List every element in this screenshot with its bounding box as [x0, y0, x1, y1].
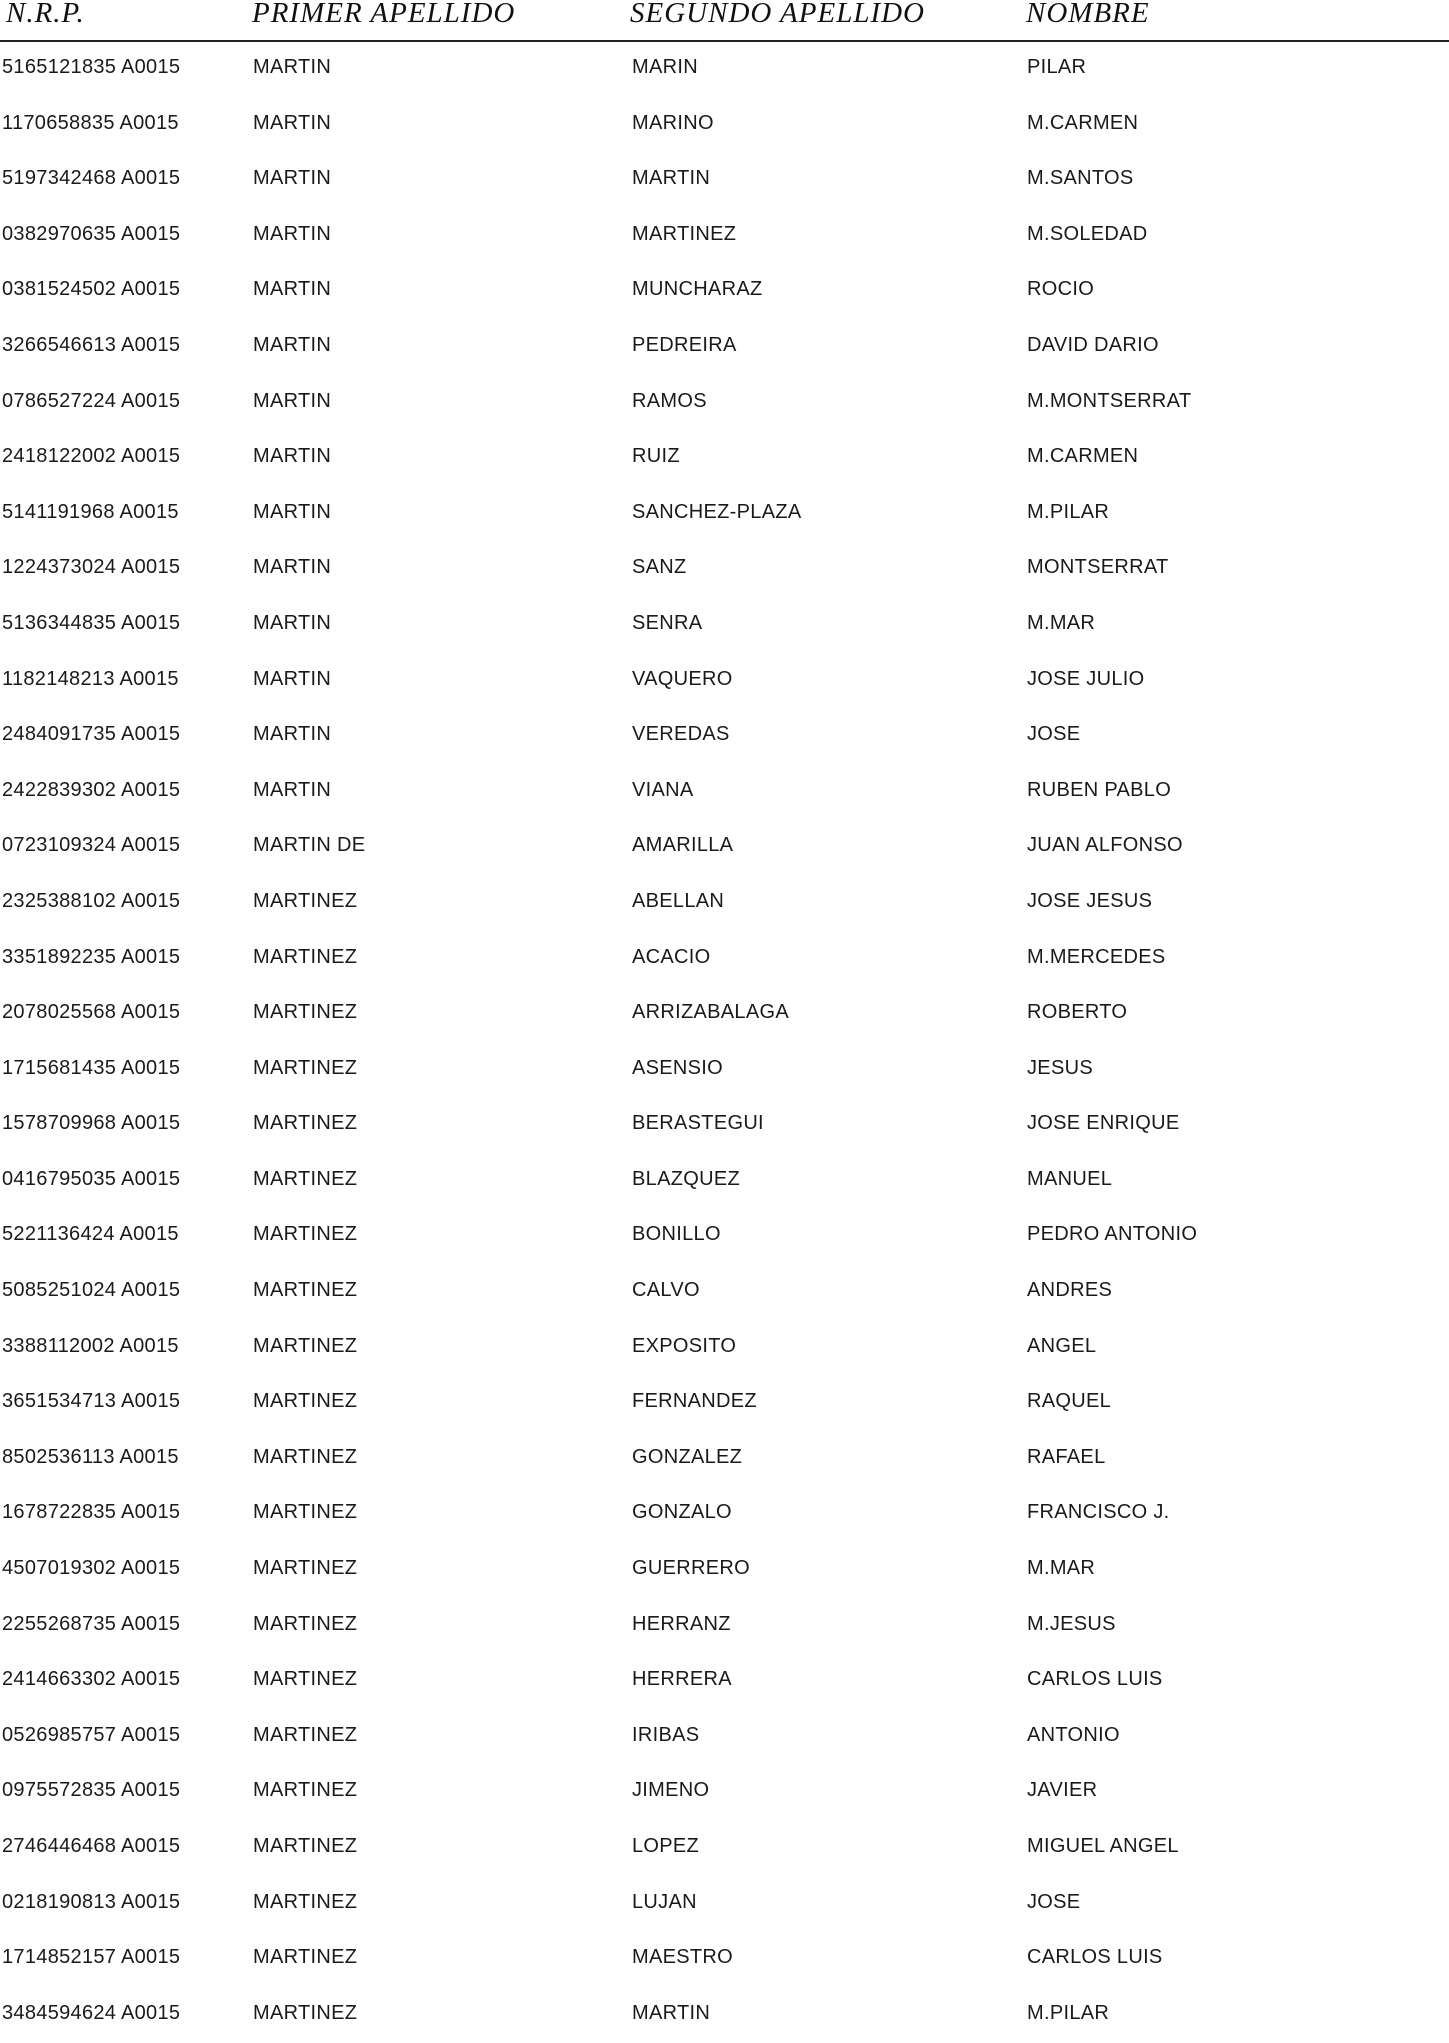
cell-primer-apellido: MARTINEZ	[253, 1167, 358, 1190]
cell-segundo-apellido: HERRANZ	[632, 1612, 731, 1635]
cell-primer-apellido: MARTINEZ	[253, 1112, 358, 1135]
cell-segundo-apellido: MUNCHARAZ	[632, 278, 763, 301]
table-row	[0, 1209, 1449, 1265]
cell-primer-apellido: MARTINEZ	[253, 1835, 358, 1857]
cell-nombre: RUBEN PABLO	[1027, 778, 1172, 801]
table-row	[0, 1321, 1449, 1377]
cell-segundo-apellido: MARTINEZ	[632, 222, 737, 245]
cell-segundo-apellido: BONILLO	[632, 1223, 721, 1246]
cell-nombre: JOSE JESUS	[1027, 889, 1153, 912]
cell-nombre: MONTSERRAT	[1027, 556, 1169, 579]
cell-segundo-apellido: GONZALO	[632, 1501, 732, 1524]
cell-primer-apellido: MARTINEZ	[253, 1390, 358, 1413]
cell-nrp: 3651534713 A0015	[2, 1390, 181, 1413]
table-row	[0, 1154, 1449, 1210]
table-row	[0, 1599, 1449, 1655]
cell-nombre: DAVID DARIO	[1027, 333, 1159, 356]
cell-nombre: M.MAR	[1027, 611, 1096, 634]
cell-segundo-apellido: VEREDAS	[632, 723, 730, 746]
table-row	[0, 654, 1449, 710]
table-row	[0, 709, 1449, 765]
cell-nrp: 2078025568 A0015	[2, 1001, 181, 1024]
column-header-nombre: NOMBRE	[1026, 0, 1150, 29]
cell-segundo-apellido: JIMENO	[632, 1779, 710, 1802]
cell-segundo-apellido: SANCHEZ-PLAZA	[632, 500, 802, 523]
cell-nrp: 3484594624 A0015	[2, 2001, 181, 2024]
cell-primer-apellido: MARTIN	[253, 500, 332, 523]
cell-nombre: CARLOS LUIS	[1027, 1668, 1163, 1691]
cell-segundo-apellido: ACACIO	[632, 945, 711, 968]
cell-nombre: RAFAEL	[1027, 1445, 1106, 1468]
cell-nrp: 2418122002 A0015	[2, 445, 181, 468]
cell-primer-apellido: MARTIN	[253, 222, 332, 245]
table-row	[0, 1098, 1449, 1154]
cell-nrp: 1170658835 A0015	[2, 111, 179, 134]
cell-primer-apellido: MARTIN	[253, 778, 332, 801]
cell-primer-apellido: MARTIN	[253, 389, 332, 412]
cell-nombre: M.CARMEN	[1027, 111, 1139, 134]
cell-primer-apellido: MARTINEZ	[253, 1279, 358, 1302]
cell-segundo-apellido: SANZ	[632, 556, 687, 579]
table-row	[0, 1877, 1449, 1933]
table-row	[0, 1487, 1449, 1543]
cell-primer-apellido: MARTINEZ	[253, 1612, 358, 1635]
cell-primer-apellido: MARTIN	[253, 333, 332, 356]
cell-segundo-apellido: GUERRERO	[632, 1557, 750, 1580]
cell-nrp: 5197342468 A0015	[2, 167, 181, 190]
cell-nombre: PEDRO ANTONIO	[1027, 1223, 1198, 1246]
cell-nombre: M.JESUS	[1027, 1612, 1116, 1635]
cell-segundo-apellido: MARTIN	[632, 167, 711, 190]
cell-segundo-apellido: PEDREIRA	[632, 333, 737, 356]
cell-nrp: 5165121835 A0015	[2, 56, 181, 78]
table-row	[0, 1654, 1449, 1710]
cell-primer-apellido: MARTIN DE	[253, 834, 366, 857]
cell-segundo-apellido: MAESTRO	[632, 1946, 733, 1969]
cell-nombre: ROBERTO	[1027, 1001, 1128, 1024]
cell-primer-apellido: MARTIN	[253, 556, 332, 579]
table-row	[0, 376, 1449, 432]
cell-segundo-apellido: BERASTEGUI	[632, 1112, 764, 1135]
cell-nrp: 0382970635 A0015	[2, 222, 181, 245]
cell-nombre: MANUEL	[1027, 1167, 1113, 1190]
cell-nrp: 0381524502 A0015	[2, 278, 181, 301]
cell-segundo-apellido: MARTIN	[632, 2001, 711, 2024]
cell-segundo-apellido: ABELLAN	[632, 889, 725, 912]
cell-nrp: 0723109324 A0015	[2, 834, 181, 857]
cell-segundo-apellido: LUJAN	[632, 1890, 697, 1913]
table-row	[0, 264, 1449, 320]
table-row	[0, 487, 1449, 543]
cell-nrp: 0526985757 A0015	[2, 1723, 181, 1746]
cell-segundo-apellido: ASENSIO	[632, 1056, 724, 1079]
cell-primer-apellido: MARTIN	[253, 111, 332, 134]
cell-primer-apellido: MARTIN	[253, 167, 332, 190]
table-row	[0, 1710, 1449, 1766]
table-row	[0, 598, 1449, 654]
cell-segundo-apellido: RUIZ	[632, 445, 680, 468]
cell-nombre: RAQUEL	[1027, 1390, 1112, 1413]
cell-nombre: PILAR	[1027, 56, 1087, 78]
cell-nrp: 2484091735 A0015	[2, 723, 181, 746]
table-row	[0, 932, 1449, 988]
cell-primer-apellido: MARTINEZ	[253, 2001, 358, 2024]
cell-primer-apellido: MARTIN	[253, 667, 332, 690]
cell-primer-apellido: MARTINEZ	[253, 1890, 358, 1913]
table-row	[0, 98, 1449, 154]
cell-nrp: 3388112002 A0015	[2, 1334, 179, 1357]
cell-primer-apellido: MARTIN	[253, 723, 332, 746]
cell-nombre: JOSE JULIO	[1027, 667, 1145, 690]
cell-primer-apellido: MARTINEZ	[253, 945, 358, 968]
cell-nrp: 1715681435 A0015	[2, 1056, 181, 1079]
cell-segundo-apellido: LOPEZ	[632, 1835, 700, 1857]
table-row	[0, 1265, 1449, 1321]
table-row	[0, 431, 1449, 487]
cell-nrp: 1224373024 A0015	[2, 556, 181, 579]
table-row	[0, 820, 1449, 876]
table-row	[0, 1988, 1449, 2043]
table-row	[0, 320, 1449, 376]
cell-nrp: 2422839302 A0015	[2, 778, 181, 801]
cell-segundo-apellido: MARIN	[632, 56, 698, 78]
cell-nombre: M.MERCEDES	[1027, 945, 1166, 968]
cell-nrp: 5141191968 A0015	[2, 500, 179, 523]
cell-primer-apellido: MARTINEZ	[253, 1334, 358, 1357]
cell-nrp: 0416795035 A0015	[2, 1167, 181, 1190]
cell-segundo-apellido: AMARILLA	[632, 834, 734, 857]
table-row	[0, 876, 1449, 932]
cell-nrp: 0786527224 A0015	[2, 389, 181, 412]
table-row	[0, 542, 1449, 598]
cell-primer-apellido: MARTINEZ	[253, 1001, 358, 1024]
cell-primer-apellido: MARTIN	[253, 56, 332, 78]
cell-nrp: 1578709968 A0015	[2, 1112, 181, 1135]
cell-primer-apellido: MARTINEZ	[253, 1056, 358, 1079]
cell-nrp: 5085251024 A0015	[2, 1279, 181, 1302]
table-row	[0, 1432, 1449, 1488]
cell-nrp: 1714852157 A0015	[2, 1946, 181, 1969]
cell-nombre: ANTONIO	[1027, 1723, 1120, 1746]
cell-primer-apellido: MARTINEZ	[253, 1946, 358, 1969]
cell-segundo-apellido: BLAZQUEZ	[632, 1167, 740, 1190]
table-row	[0, 209, 1449, 265]
cell-nrp: 0975572835 A0015	[2, 1779, 181, 1802]
table-row	[0, 153, 1449, 209]
table-row	[0, 1765, 1449, 1821]
column-header-primer-apellido: PRIMER APELLIDO	[252, 0, 516, 29]
cell-nrp: 3266546613 A0015	[2, 333, 181, 356]
cell-segundo-apellido: RAMOS	[632, 389, 707, 412]
cell-segundo-apellido: HERRERA	[632, 1668, 732, 1691]
table-row	[0, 765, 1449, 821]
cell-nombre: JESUS	[1027, 1056, 1093, 1079]
cell-primer-apellido: MARTINEZ	[253, 1723, 358, 1746]
cell-segundo-apellido: CALVO	[632, 1279, 700, 1302]
cell-nombre: M.PILAR	[1027, 2001, 1110, 2024]
cell-nombre: M.CARMEN	[1027, 445, 1139, 468]
cell-nrp: 8502536113 A0015	[2, 1445, 179, 1468]
cell-segundo-apellido: GONZALEZ	[632, 1445, 743, 1468]
cell-primer-apellido: MARTINEZ	[253, 1557, 358, 1580]
cell-nombre: ANGEL	[1027, 1334, 1097, 1357]
cell-nombre: JOSE	[1027, 723, 1081, 746]
cell-nombre: ANDRES	[1027, 1279, 1113, 1302]
cell-nrp: 2746446468 A0015	[2, 1835, 181, 1857]
cell-nrp: 0218190813 A0015	[2, 1890, 181, 1913]
table-body	[0, 42, 1449, 2043]
cell-primer-apellido: MARTIN	[253, 278, 332, 301]
cell-segundo-apellido: FERNANDEZ	[632, 1390, 757, 1413]
cell-segundo-apellido: IRIBAS	[632, 1723, 700, 1746]
cell-nombre: JUAN ALFONSO	[1027, 834, 1183, 857]
cell-nombre: M.SOLEDAD	[1027, 222, 1148, 245]
cell-nrp: 4507019302 A0015	[2, 1557, 181, 1580]
cell-nombre: FRANCISCO J.	[1027, 1501, 1170, 1524]
cell-primer-apellido: MARTINEZ	[253, 1779, 358, 1802]
cell-primer-apellido: MARTINEZ	[253, 1445, 358, 1468]
cell-nombre: MIGUEL ANGEL	[1027, 1835, 1179, 1857]
cell-nombre: JOSE	[1027, 1890, 1081, 1913]
cell-nombre: M.SANTOS	[1027, 167, 1134, 190]
cell-nombre: M.MONTSERRAT	[1027, 389, 1192, 412]
cell-segundo-apellido: MARINO	[632, 111, 714, 134]
cell-primer-apellido: MARTINEZ	[253, 1223, 358, 1246]
cell-primer-apellido: MARTINEZ	[253, 889, 358, 912]
cell-segundo-apellido: EXPOSITO	[632, 1334, 737, 1357]
cell-nrp: 5136344835 A0015	[2, 611, 181, 634]
table-row	[0, 987, 1449, 1043]
cell-nombre: JAVIER	[1027, 1779, 1098, 1802]
cell-segundo-apellido: ARRIZABALAGA	[632, 1001, 789, 1024]
table-row	[0, 1043, 1449, 1099]
cell-nrp: 1182148213 A0015	[2, 667, 179, 690]
cell-nrp: 2255268735 A0015	[2, 1612, 181, 1635]
cell-nombre: M.MAR	[1027, 1557, 1096, 1580]
column-header-segundo-apellido: SEGUNDO APELLIDO	[630, 0, 925, 29]
cell-primer-apellido: MARTINEZ	[253, 1668, 358, 1691]
cell-primer-apellido: MARTIN	[253, 445, 332, 468]
cell-nombre: CARLOS LUIS	[1027, 1946, 1163, 1969]
cell-nombre: JOSE ENRIQUE	[1027, 1112, 1180, 1135]
table-header	[0, 0, 1449, 44]
cell-primer-apellido: MARTIN	[253, 611, 332, 634]
cell-nrp: 2414663302 A0015	[2, 1668, 181, 1691]
table-row	[0, 1376, 1449, 1432]
cell-nombre: M.PILAR	[1027, 500, 1110, 523]
cell-primer-apellido: MARTINEZ	[253, 1501, 358, 1524]
cell-nrp: 5221136424 A0015	[2, 1223, 179, 1246]
table-row	[0, 42, 1449, 98]
cell-nrp: 1678722835 A0015	[2, 1501, 181, 1524]
cell-segundo-apellido: VAQUERO	[632, 667, 733, 690]
cell-nombre: ROCIO	[1027, 278, 1095, 301]
cell-nrp: 3351892235 A0015	[2, 945, 181, 968]
table-row	[0, 1543, 1449, 1599]
table-row	[0, 1932, 1449, 1988]
cell-segundo-apellido: VIANA	[632, 778, 694, 801]
table-row	[0, 1821, 1449, 1877]
column-header-nrp: N.R.P.	[6, 0, 85, 29]
cell-nrp: 2325388102 A0015	[2, 889, 181, 912]
cell-segundo-apellido: SENRA	[632, 611, 703, 634]
